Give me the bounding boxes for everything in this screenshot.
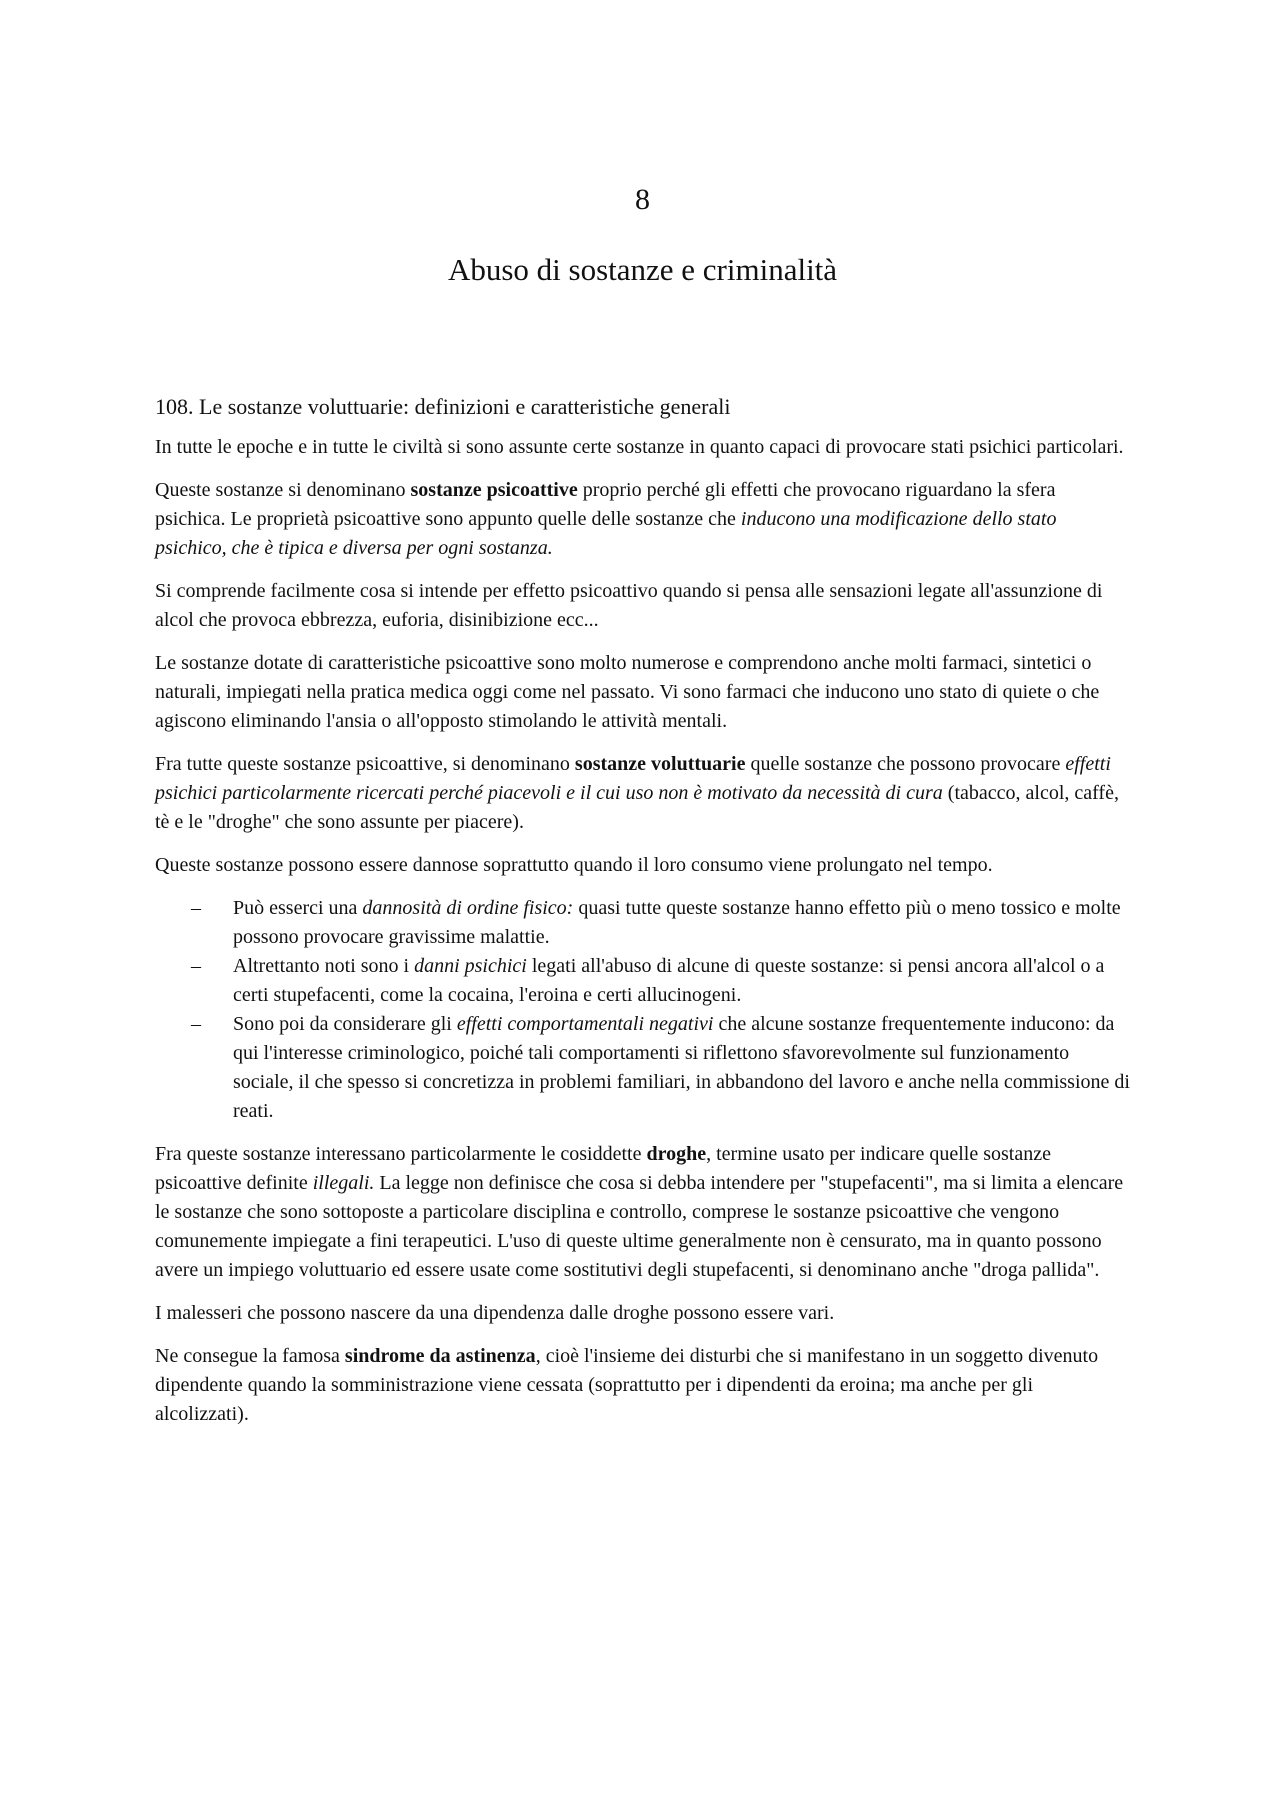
list-item: – Altrettanto noti sono i danni psichici legati all'abuso di alcune di queste sostanze: si pensi ancora all'alcol o a certi stupefacenti, come la cocaina, l'eroina e certi allucinogeni. [155, 952, 1130, 1010]
paragraph-6: Queste sostanze possono essere dannose soprattutto quando il loro consumo viene prolungato nel tempo. [155, 854, 993, 876]
paragraph-3: Si comprende facilmente cosa si intende per effetto psicoattivo quando si pensa alle sensazioni legate all'assunzione di alcol che provoca ebbrezza, euforia, disinibizione ecc... [155, 580, 1103, 631]
term-sostanze-psicoattive: sostanze psicoattive [410, 479, 578, 501]
dash-marker: – [191, 897, 201, 919]
list-item: – Sono poi da considerare gli effetti comportamentali negativi che alcune sostanze frequentemente inducono: da qui l'interesse criminologico, poiché tali comportamenti si riflettono sfavorevolmente sul funzionamento sociale, il che spesso si concretizza in problemi familiari, in abbandono del lavoro e anche nella commissione di reati. [155, 1010, 1130, 1126]
paragraph-2: Queste sostanze si denominano sostanze psicoattive proprio perché gli effetti che provocano riguardano la sfera psichica. Le proprietà psicoattive sono appunto quelle delle sostanze che inducono una modificazione dello stato psichico, che è tipica e diversa per ogni sostanza. [155, 479, 1057, 559]
paragraph-7: Fra queste sostanze interessano particolarmente le cosiddette droghe, termine usato per indicare quelle sostanze psicoattive definite illegali. La legge non definisce che cosa si debba intendere per "stupefacenti", ma si limita a elencare le sostanze che sono sottoposte a particolare disciplina e controllo, comprese le sostanze psicoattive che vengono comunemente impiegate a fini terapeutici. L'uso di queste ultime generalmente non è censurato, ma in quanto possono avere un impiego voluttuario ed essere usate come sostitutivi degli stupefacenti, si denominano anche "droga pallida". [155, 1143, 1124, 1281]
term-sindrome-da-astinenza: sindrome da astinenza [344, 1345, 536, 1367]
paragraph-8: I malesseri che possono nascere da una dipendenza dalle droghe possono essere vari. [155, 1302, 835, 1324]
term-droghe: droghe [646, 1143, 707, 1165]
document-body [155, 392, 1130, 1443]
chapter-number: 8 [635, 183, 650, 216]
paragraph-5: Fra tutte queste sostanze psicoattive, si denominano sostanze voluttuarie quelle sostanze che possono provocare effetti psichici particolarmente ricercati perché piacevoli e il cui uso non è motivato da necessità di cura (tabacco, alcol, caffè, tè e le "droghe" che sono assunte per piacere). [155, 753, 1119, 833]
harm-list [155, 894, 1130, 1126]
emphasis-definition: inducono una modificazione dello stato psichico, che è tipica e diversa per ogni sostanza. [155, 508, 1057, 559]
emphasis-illegali: illegali. [312, 1172, 375, 1194]
section-heading: 108. Le sostanze voluttuarie: definizioni e caratteristiche generali [155, 394, 731, 419]
dash-marker: – [191, 955, 201, 977]
emphasis-effetti-psichici: effetti psichici particolarmente ricercati perché piacevoli e il cui uso non è motivato da necessità di cura [155, 753, 1111, 804]
dash-marker: – [191, 1013, 201, 1035]
chapter-title: Abuso di sostanze e criminalità [447, 252, 838, 287]
paragraph-9: Ne consegue la famosa sindrome da astinenza, cioè l'insieme dei disturbi che si manifestano in un soggetto divenuto dipendente quando la somministrazione viene cessata (soprattutto per i dipendenti da eroina; ma anche per gli alcolizzati). [155, 1345, 1099, 1425]
list-item: – Può esserci una dannosità di ordine fisico: quasi tutte queste sostanze hanno effetto più o meno tossico e molte possono provocare gravissime malattie. [155, 894, 1130, 952]
paragraph-4: Le sostanze dotate di caratteristiche psicoattive sono molto numerose e comprendono anche molti farmaci, sintetici o naturali, impiegati nella pratica medica oggi come nel passato. Vi sono farmaci che inducono uno stato di quiete o che agiscono eliminando l'ansia o all'opposto stimolando le attività mentali. [155, 652, 1100, 732]
term-sostanze-voluttuarie: sostanze voluttuarie [574, 753, 746, 775]
paragraph-1: In tutte le epoche e in tutte le civiltà si sono assunte certe sostanze in quanto capaci di provocare stati psichici particolari. [155, 436, 1124, 458]
